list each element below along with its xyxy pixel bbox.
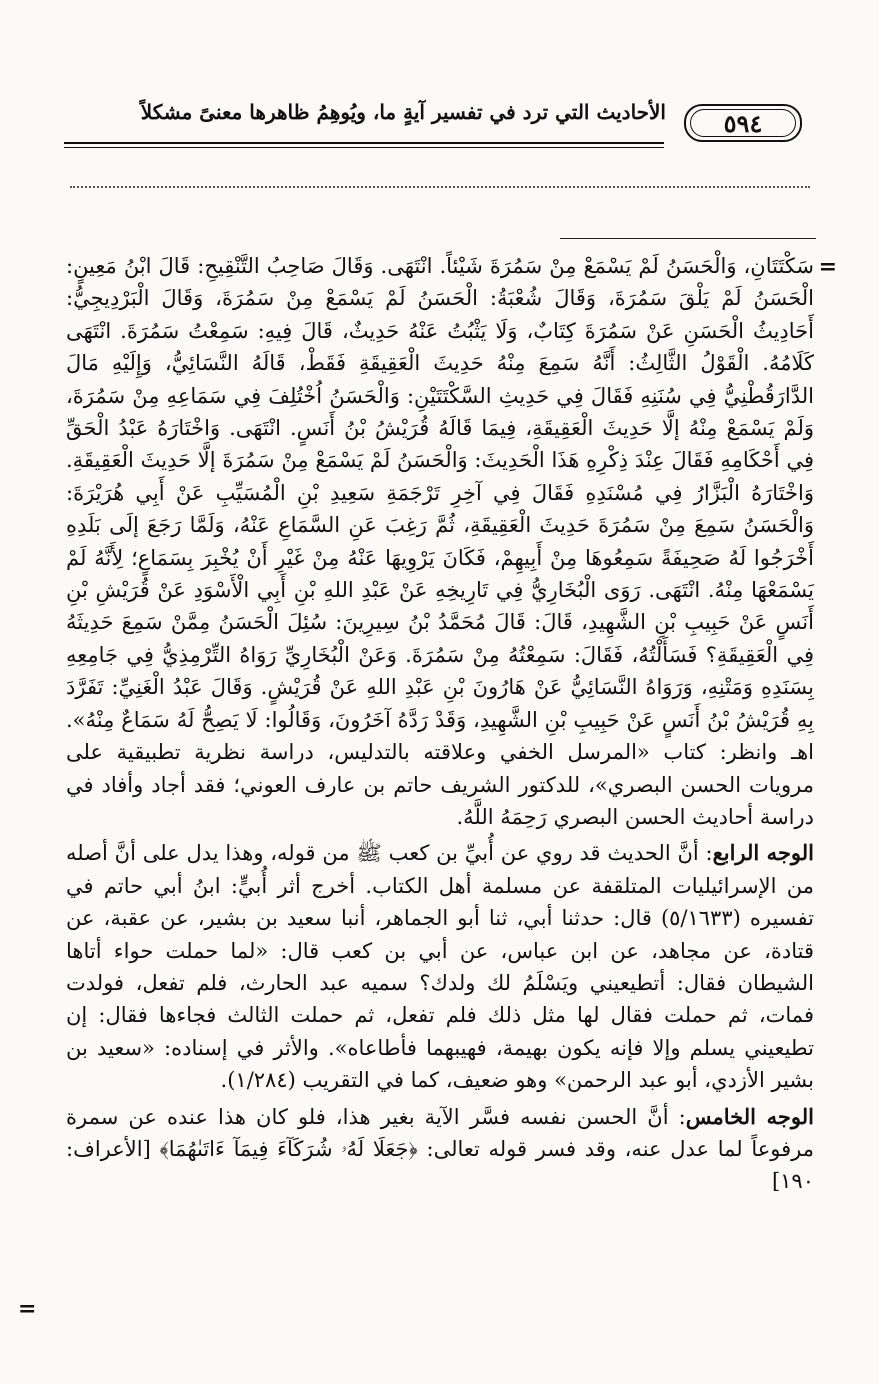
footnote-separator <box>560 238 816 239</box>
section-label: الوجه الخامس <box>685 1103 814 1129</box>
section-fifth <box>66 1101 814 1198</box>
body-text <box>66 250 814 1198</box>
page-header <box>64 92 824 148</box>
section-fourth <box>66 837 814 1096</box>
page-number: ٥٩٤ <box>684 104 802 142</box>
dotted-separator <box>70 186 810 194</box>
section-text: : أنَّ الحسن نفسه فسَّر الآية بغير هذا، فلو كان هذا عنده عن سمرة مرفوعاً لما عدل عنه، وقد فسر قوله تعالى: ﴿جَعَلَا لَهُۥ شُرَكَآءَ فِيمَآ ءَاتَىٰهُمَا﴾ [الأعراف: ١٩٠] <box>66 1104 814 1194</box>
section-text: : أنَّ الحديث قد روي عن أُبيِّ بن كعب ﷺ من قوله، وهذا يدل على أنَّ أصله من الإسرائيليات المتلقفة عن مسلمة أهل الكتاب. أخرج أثر أُبيٍّ: ابنُ أبي حاتم في تفسيره (٥/١٦٣٣) قال: حدثنا أبي، ثنا أبو الجماهر، أنبا سعيد بن بشير، عن عقبة، عن قتادة، عن مجاهد، عن ابن عباس، عن أبي بن كعب قال: «لما حملت حواء أتاها الشيطان فقال: أتطيعيني ويَسْلَمُ لك ولدك؟ سميه عبد الحارث، فلم تفعل، فولدت فمات، ثم حملت فقال لها مثل ذلك فلم تفعل، ثم حملت الثالث فجاءها فقال: إن تطيعيني يسلم وإلا فإنه يكون بهيمة، فهيبهما فأطاعاه». والأثر في إسناده: «سعيد بن بشير الأزدي، أبو عبد الرحمن» وهو ضعيف، كما في التقريب (١/٢٨٤). <box>66 841 814 1093</box>
continuation-mark-top: = <box>818 254 837 280</box>
footnote-paragraph: سَكْتَتَانِ، وَالْحَسَنُ لَمْ يَسْمَعْ مِنْ سَمُرَةَ شَيْئاً. انْتَهَى. وَقَالَ صَاحِبُ التَّنْقِيحِ: قَالَ ابْنُ مَعِينٍ: الْحَسَنُ لَمْ يَلْقَ سَمُرَةَ، وَقَالَ شُعْبَةُ: الْحَسَنُ لَمْ يَسْمَعْ مِنْ سَمُرَةَ، وَقَالَ الْبَرْدِيجِيُّ: أَحَادِيثُ الْحَسَنِ عَنْ سَمُرَةَ كِتَابٌ، وَلَا يَثْبُتُ عَنْهُ حَدِيثٌ، قَالَ فِيهِ: سَمِعْتُ سَمُرَةَ. انْتَهَى كَلَامُهُ. الْقَوْلُ الثَّالِثُ: أَنَّهُ سَمِعَ مِنْهُ حَدِيثَ الْعَقِيقَةِ فَقَطْ، قَالَهُ النَّسَائِيُّ، وَإِلَيْهِ مَالَ الدَّارَقُطْنِيُّ فِي سُنَنِهِ فَقَالَ فِي حَدِيثِ السَّكْتَتَيْنِ: وَالْحَسَنُ اُخْتُلِفَ فِي سَمَاعِهِ مِنْ سَمُرَةَ، وَلَمْ يَسْمَعْ مِنْهُ إلَّا حَدِيثَ الْعَقِيقَةِ، فِيمَا قَالَهُ قُرَيْشُ بْنُ أَنَسٍ. انْتَهَى. وَاخْتَارَهُ عَبْدُ الْحَقِّ فِي أَحْكَامِهِ فَقَالَ عِنْدَ ذِكْرِهِ هَذَا الْحَدِيثَ: وَالْحَسَنُ لَمْ يَسْمَعْ مِنْ سَمُرَةَ إلَّا حَدِيثَ الْعَقِيقَةِ. وَاخْتَارَهُ الْبَزَّارُ فِي مُسْنَدِهِ فَقَالَ فِي آخِرِ تَرْجَمَةِ سَعِيدِ بْنِ الْمُسَيِّبِ عَنْ أَبِي هُرَيْرَةَ: وَالْحَسَنُ سَمِعَ مِنْ سَمُرَةَ حَدِيثَ الْعَقِيقَةِ، ثُمَّ رَغِبَ عَنِ السَّمَاعِ عَنْهُ، وَلَمَّا رَجَعَ إلَى بَلَدِهِ أَخْرَجُوا لَهُ صَحِيفَةً سَمِعُوهَا مِنْ أَبِيهِمْ، فَكَانَ يَرْوِيهَا عَنْهُ مِنْ غَيْرِ أَنْ يُخْبِرَ بِسَمَاعٍ؛ لِأَنَّهُ لَمْ يَسْمَعْهَا مِنْهُ. انْتَهَى. رَوَى الْبُخَارِيُّ فِي تَارِيخِهِ عَنْ عَبْدِ اللهِ بْنِ أَبِي الْأَسْوَدِ عَنْ قُرَيْشِ بْنِ أَنَسٍ عَنْ حَبِيبِ بْنِ الشَّهِيدِ، قَالَ: قَالَ مُحَمَّدُ بْنُ سِيرِينَ: سُئِلَ الْحَسَنُ مِمَّنْ سَمِعَ حَدِيثَهُ فِي الْعَقِيقَةِ؟ فَسَأَلْتُهُ، فَقَالَ: سَمِعْتُهُ مِنْ سَمُرَةَ. وَعَنْ الْبُخَارِيِّ رَوَاهُ التِّرْمِذِيُّ فِي جَامِعِهِ بِسَنَدِهِ وَمَتْنِهِ، وَرَوَاهُ النَّسَائِيُّ عَنْ هَارُونَ بْنِ عَبْدِ اللهِ عَنْ قُرَيْشٍ. وَقَالَ عَبْدُ الْغَنِيِّ: تَفَرَّدَ بِهِ قُرَيْشُ بْنُ أَنَسٍ عَنْ حَبِيبِ بْنِ الشَّهِيدِ، وَقَدْ رَدَّهُ آخَرُونَ، وَقَالُوا: لَا يَصِحُّ لَهُ سَمَاعٌ مِنْهُ». اهـ وانظر: كتاب «المرسل الخفي وعلاقته بالتدليس، دراسة نظرية تطبيقية على مرويات الحسن البصري»، للدكتور الشريف حاتم بن عارف العوني؛ فقد أجاد وأفاد في دراسة أحاديث الحسن البصري رَحِمَهُ اللَّهُ. <box>66 254 814 829</box>
section-label: الوجه الرابع <box>712 840 815 866</box>
continuation-mark-bottom: = <box>18 1296 37 1322</box>
running-title: الأحاديث التي ترد في تفسير آيةٍ ما، ويُوهِمُ ظاهرها معنىً مشكلاً <box>140 100 666 124</box>
header-rule-thin <box>64 147 664 148</box>
header-rule <box>64 142 664 144</box>
